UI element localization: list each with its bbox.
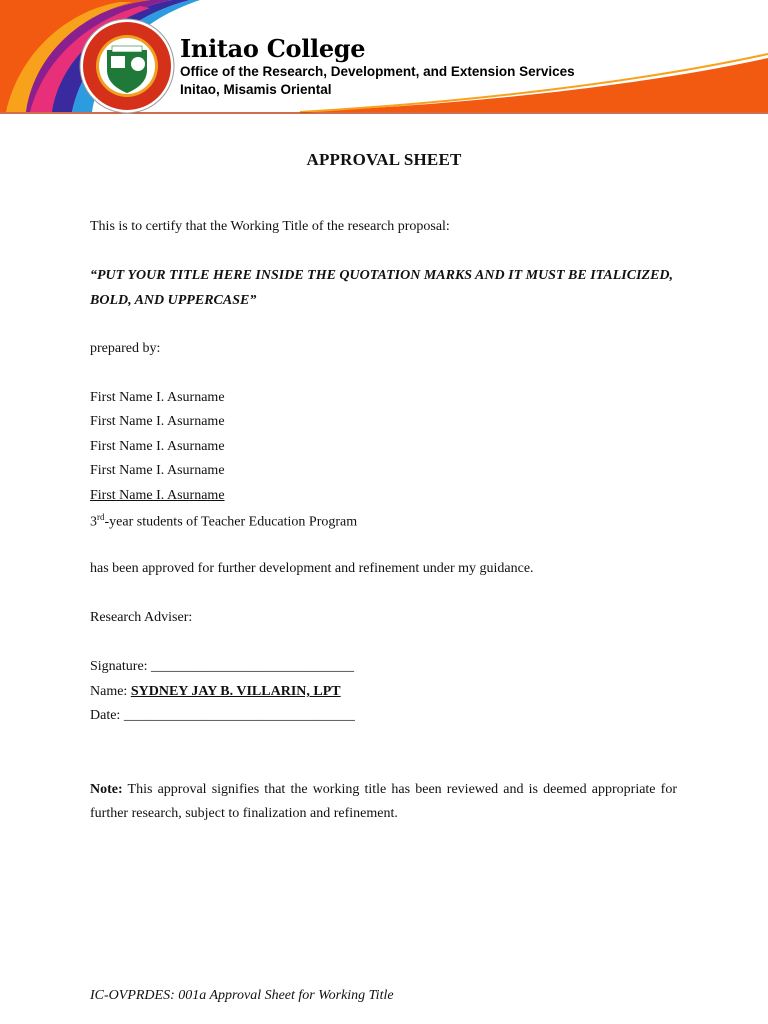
students-year-suffix: rd	[97, 512, 105, 522]
footer-code: IC-OVPRDES: 001a Approval Sheet for Working Title	[90, 988, 394, 1003]
students-year: 3	[90, 514, 97, 530]
students-desc-text: -year students of Teacher Education Program	[104, 514, 358, 530]
students-description	[90, 512, 357, 531]
college-address: Initao, Misamis Oriental	[180, 82, 332, 97]
author-name: First Name I. Asurname	[90, 390, 225, 405]
research-title: “PUT YOUR TITLE HERE INSIDE THE QUOTATION MARKS AND IT MUST BE ITALICIZED, BOLD, AND UPPERCASE”	[90, 268, 674, 308]
note-text: This approval signifies that the working title has been reviewed and is deemed appropriate for further research, subject to finalization and refinement.	[90, 782, 677, 821]
letterhead	[0, 0, 768, 118]
approval-note	[90, 778, 677, 826]
adviser-name: SYDNEY JAY B. VILLARIN, LPT	[130, 684, 341, 699]
name-label: Name:	[90, 684, 131, 699]
signature-line: Signature: _____________________________	[90, 659, 355, 674]
note-label: Note:	[90, 782, 123, 797]
author-name: First Name I. Asurname	[90, 414, 225, 429]
author-name: First Name I. Asurname	[90, 488, 225, 503]
author-name: First Name I. Asurname	[90, 463, 225, 478]
page-title: APPROVAL SHEET	[306, 150, 462, 169]
approval-line: has been approved for further development and refinement under my guidance.	[90, 561, 534, 576]
adviser-label: Research Adviser:	[90, 610, 193, 625]
name-line	[90, 684, 341, 700]
prepared-by-label: prepared by:	[90, 341, 161, 356]
college-seal	[80, 19, 174, 113]
date-line: Date: _________________________________	[90, 708, 355, 723]
author-name: First Name I. Asurname	[90, 439, 225, 454]
college-name: Initao College	[180, 34, 366, 63]
letterhead-graphic	[0, 0, 768, 118]
certify-line: This is to certify that the Working Title of the research proposal:	[90, 219, 450, 234]
office-name: Office of the Research, Development, and Extension Services	[180, 64, 575, 79]
